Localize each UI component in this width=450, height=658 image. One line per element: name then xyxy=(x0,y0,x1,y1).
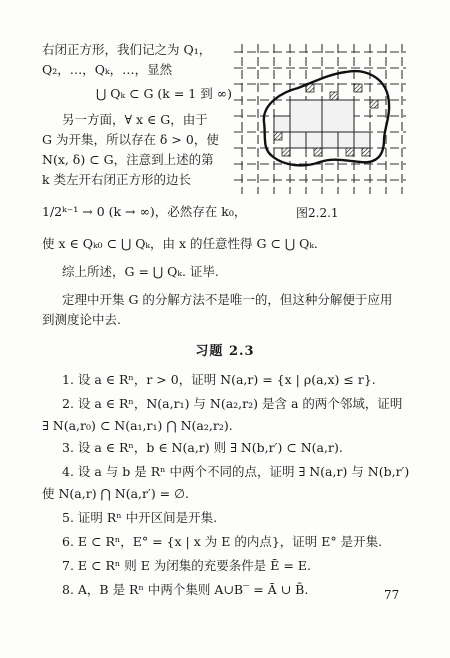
figure-grid-region xyxy=(234,44,406,194)
text-line: G 为开集，所以存在 δ > 0，使 xyxy=(42,132,219,147)
region-decomposition-diagram xyxy=(234,44,406,194)
text-line: k 类左开右闭正方形的边长 xyxy=(42,172,192,187)
text-line: 使 x ∈ Qₖ₀ ⊂ ⋃ Qₖ，由 x 的任意性得 G ⊂ ⋃ Qₖ. xyxy=(42,236,318,251)
exercise-item: 5. 证明 Rⁿ 中开区间是开集. xyxy=(62,510,218,525)
formula-union: ⋃ Qₖ ⊂ G (k = 1 到 ∞) xyxy=(96,86,232,101)
text-line: Q₂，…，Qₖ，…，显然 xyxy=(42,62,173,77)
text-line: 综上所述，G = ⋃ Qₖ. 证毕. xyxy=(62,264,219,279)
text-line-fraction: 1/2ᵏ⁻¹ → 0 (k → ∞)，必然存在 k₀， xyxy=(42,204,247,219)
text-line: N(x, δ) ⊂ G，注意到上述的第 xyxy=(42,152,214,167)
exercise-item: 2. 设 a ∈ Rⁿ，N(a,r₁) 与 N(a₂,r₂) 是含 a 的两个邻域，证明 xyxy=(62,396,403,411)
page-number: 77 xyxy=(384,588,400,602)
exercise-item-cont: 使 N(a,r) ⋂ N(a,r′) = ∅. xyxy=(42,486,189,501)
text-line: 到测度论中去. xyxy=(42,312,121,327)
exercise-item: 6. E ⊂ Rⁿ，E° = {x | x 为 E 的内点}，证明 E° 是开集. xyxy=(62,534,383,549)
exercise-item: 1. 设 a ∈ Rⁿ，r > 0，证明 N(a,r) = {x | ρ(a,x) ≤ r}. xyxy=(62,372,376,387)
exercise-item: 8. A，B 是 Rⁿ 中两个集则 A∪B‾ = Ā ∪ B̄. xyxy=(62,582,309,597)
exercise-item-cont: ∃ N(a,r₀) ⊂ N(a₁,r₁) ⋂ N(a₂,r₂). xyxy=(42,418,233,433)
exercise-heading: 习题 2.3 xyxy=(195,344,255,359)
text-line: 另一方面，∀ x ∈ G，由于 xyxy=(62,112,208,127)
text-line: 定理中开集 G 的分解方法不是唯一的，但这种分解便于应用 xyxy=(62,292,393,307)
exercise-item: 3. 设 a ∈ Rⁿ，b ∈ N(a,r) 则 ∃ N(b,r′) ⊂ N(a,r). xyxy=(62,440,343,455)
exercise-item: 4. 设 a 与 b 是 Rⁿ 中两个不同的点，证明 ∃ N(a,r) 与 N(b,r′) xyxy=(62,464,410,479)
text-line: 右闭正方形，我们记之为 Q₁， xyxy=(42,42,212,57)
figure-caption: 图2.2.1 xyxy=(296,206,339,220)
exercise-item: 7. E ⊂ Rⁿ 则 E 为闭集的充要条件是 Ē = E. xyxy=(62,558,311,573)
